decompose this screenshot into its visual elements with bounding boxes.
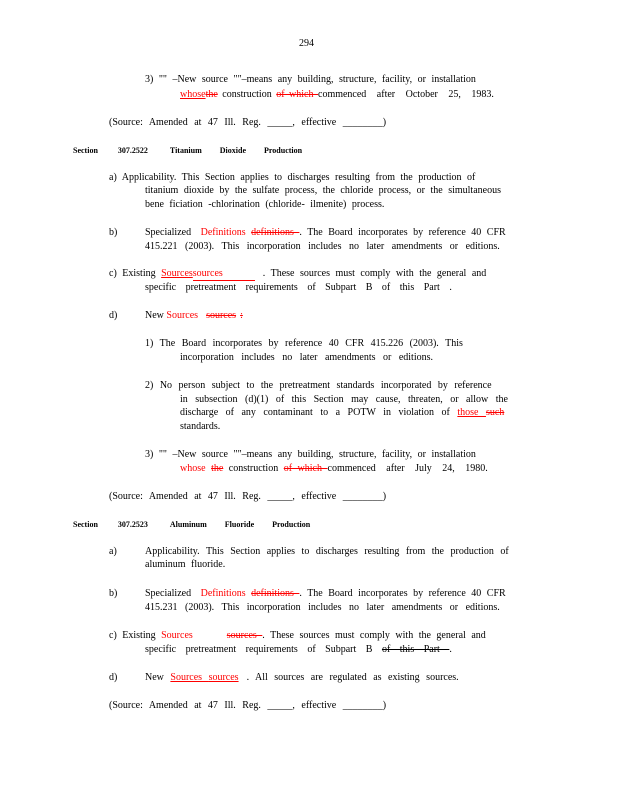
inserted-text: whose [180,463,212,474]
text: Specialized [145,588,197,599]
inserted-text: Definitions [200,227,246,238]
inserted-text: those [457,407,486,418]
source-note: (Source: Amended at 47 Ill. Reg. _____, effective ________) [109,700,387,711]
subitem-3-line2 [180,463,488,475]
section-title-word: Fluoride [224,520,255,529]
section-title-word: Production [272,520,311,529]
source-note: (Source: Amended at 47 Ill. Reg. _____, effective ________) [109,117,387,128]
section-label: Section [73,146,98,155]
deleted-text: such [485,407,505,418]
deleted-text: the [205,89,218,100]
text: . These sources must comply with the general and [262,268,487,279]
text: . [449,644,452,655]
subitem-2-line4: standards. [180,421,221,432]
item-b-label: b) [109,227,118,238]
inserted-text: Sources [161,268,193,279]
deleted-text: sources [226,630,263,641]
source-note: (Source: Amended at 47 Ill. Reg. _____, effective ________) [109,491,387,502]
applicability-line1: a) Applicability. This Section applies to discharges resulting from the production of [109,172,476,183]
text: . These sources must comply with the general and [262,630,486,641]
definitions-line1 [145,227,506,239]
subitem-2-line2: in subsection (d)(1) of this Section may cause, threaten, or allow the [180,394,508,405]
applicability-line2: aluminum fluoride. [145,559,226,570]
text: c) Existing [109,630,162,641]
text: –New source ""–means any building, structure, facility, or installation [172,449,476,460]
deleted-text: the [211,463,224,474]
section-number: 307.2523 [117,520,148,529]
inserted-text: whose [180,89,206,100]
section-heading-2522 [73,145,302,157]
definitions-line2: 415.221 (2003). This incorporation includes no later amendments or editions. [145,241,500,252]
existing-sources-line1 [109,268,486,281]
deleted-text: definitions [251,227,300,238]
new-source-definition-line2 [180,89,494,101]
definitions-line1 [145,588,506,600]
item-d-label: d) [109,310,118,321]
section-title-word: Titanium [169,146,202,155]
subitem-1-line1: 1) The Board incorporates by reference 40 CFR 415.226 (2003). This [145,338,463,349]
deleted-text: of which [276,89,318,100]
section-title-word: Production [264,146,303,155]
section-title-word: Dioxide [219,146,246,155]
inserted-text: Sources [161,630,193,641]
text: discharge of any contaminant to a POTW in violation of [180,407,458,418]
subitem-1-line2: incorporation includes no later amendments or editions. [180,352,433,363]
text: construction [223,463,284,474]
existing-sources-line1 [109,630,486,642]
page-number: 294 [299,38,314,49]
applicability-line1: Applicability. This Section applies to discharges resulting from the production of [145,546,509,557]
subitem-3-line1 [145,449,476,461]
deleted-text: sources [193,268,255,281]
deleted-text: sources [208,672,239,683]
section-number: 307.2522 [117,146,148,155]
text: commenced after October 25, 1983. [318,89,494,100]
text: New [145,310,167,321]
subitem-2-line1: 2) No person subject to the pretreatment standards incorporated by reference [145,380,492,391]
text: Specialized [145,227,197,238]
inserted-text: Sources [166,310,199,321]
section-title-word: Aluminum [169,520,207,529]
text: commenced after July 24, 1980. [327,463,488,474]
new-sources-line [145,672,459,684]
text: c) Existing [109,268,162,279]
deleted-text: sources [206,310,237,321]
new-sources-heading [145,310,243,322]
existing-sources-line2: specific pretreatment requirements of Subpart B of this Part . [145,282,452,293]
text: New [145,672,171,683]
inserted-text: Definitions [200,588,246,599]
existing-sources-line2 [145,644,452,656]
inserted-text: Sources [170,672,209,683]
applicability-line3: bene ficiation -chlorination (chloride- ilmenite) process. [145,199,385,210]
text: construction [217,89,277,100]
item-prefix: 3) "" [145,449,173,460]
deleted-text: of which [283,463,328,474]
definitions-line2: 415.231 (2003). This incorporation includes no later amendments or editions. [145,602,500,613]
deleted-text: of this Part [381,644,450,655]
section-label: Section [73,520,98,529]
section-heading-2523 [73,519,310,531]
subitem-2-line3 [180,407,504,419]
text: . The Board incorporates by reference 40 CFR [299,227,506,238]
text: . The Board incorporates by reference 40 CFR [299,588,506,599]
item-prefix: 3) "" [145,74,173,85]
item-a-label: a) [109,546,117,557]
new-source-definition-line1 [145,74,476,86]
item-b-label: b) [109,588,118,599]
text: specific pretreatment requirements of Subpart B [145,644,382,655]
deleted-text: : [240,310,243,321]
text: . All sources are regulated as existing sources. [246,672,459,683]
item-text: –New source ""–means any building, structure, facility, or installation [172,74,476,85]
deleted-text: definitions [251,588,300,599]
applicability-line2: titanium dioxide by the sulfate process, the chloride process, or the simultaneous [145,185,501,196]
item-d-label: d) [109,672,118,683]
